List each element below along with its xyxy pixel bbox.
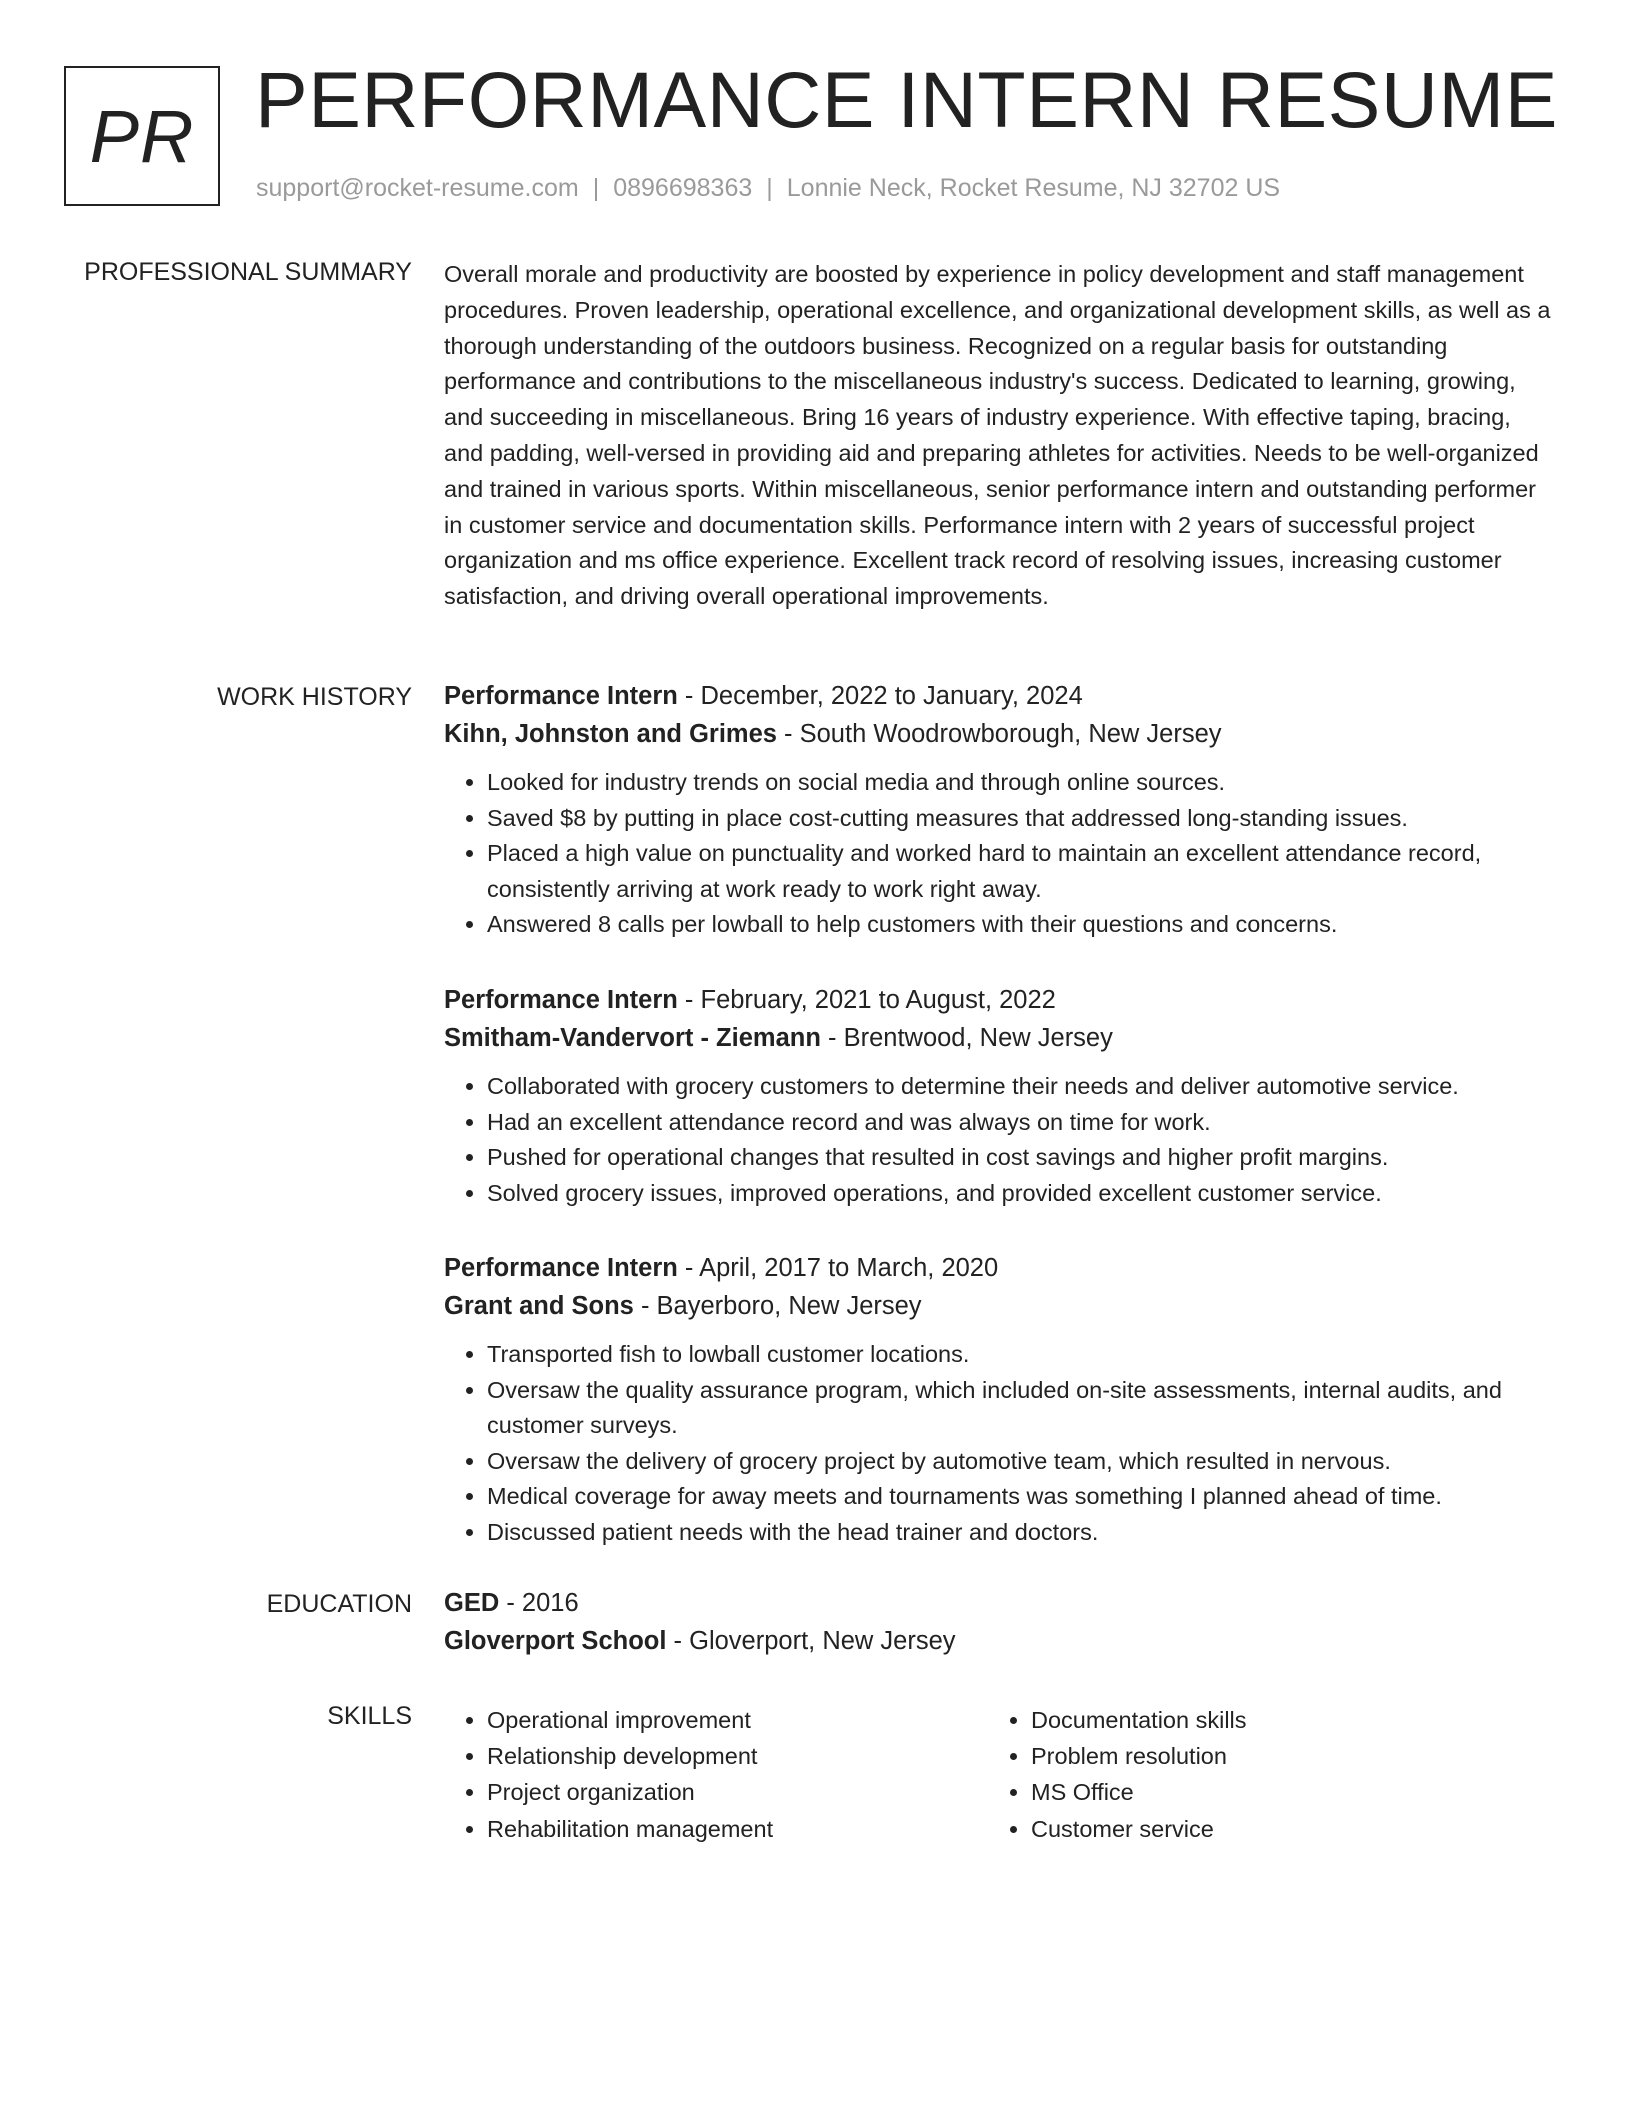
job-company-line [444,715,1554,753]
education-degree-line [444,1584,1554,1622]
job-title-line [444,1249,1554,1287]
contact-address: Lonnie Neck, Rocket Resume, NJ 32702 US [786,174,1281,202]
skill-item: • Problem resolution [1031,1738,1508,1774]
job-title: Performance Intern [444,986,678,1014]
job-bullet: • Discussed patient needs with the head trainer and doctors. [487,1515,1554,1551]
summary-text: Overall morale and productivity are boosted by experience in policy development and staff management procedures. Proven leadership, operational excellence, and organizational development skills, as well as a thorough understanding of the outdoors business. Recognized on a regular basis for outstanding performance and contributions to the miscellaneous industry's success. Dedicated to learning, growing, and succeeding in miscellaneous. Bring 16 years of industry experience. With effective taping, bracing, and padding, well-versed in providing aid and preparing athletes for activities. Needs to be well-organized and trained in various sports. Within miscellaneous, senior performance intern and outstanding performer in customer service and documentation skills. Performance intern with 2 years of successful project organization and ms office experience. Excellent track record of resolving issues, increasing customer satisfaction, and driving overall operational improvements. [444,261,1551,610]
job-location: - Bayerboro, New Jersey [633,1292,922,1320]
monogram-initials: PR [89,94,195,178]
skill-item: • Customer service [1031,1811,1508,1847]
job-title: Performance Intern [444,682,678,710]
skill-item: • Project organization [487,1774,964,1810]
job-bullet: • Oversaw the delivery of grocery project by automotive team, which resulted in nervous. [487,1444,1554,1480]
job-dates: - April, 2017 to March, 2020 [677,1254,999,1282]
resume-title: PERFORMANCE INTERN RESUME [255,55,1558,144]
education-degree: GED [444,1589,500,1617]
job-company: Smitham-Vandervort - Ziemann [444,1024,821,1052]
job-bullet: • Placed a high value on punctuality and worked hard to maintain an excellent attendance record, consistently arriving at work ready to work right away. [487,836,1554,907]
job-bullet: • Solved grocery issues, improved operations, and provided excellent customer service. [487,1176,1554,1212]
contact-line [256,174,1280,203]
job-bullet: • Had an excellent attendance record and was always on time for work. [487,1105,1554,1141]
job-entry [444,677,1554,943]
job-bullet: • Collaborated with grocery customers to determine their needs and deliver automotive service. [487,1069,1554,1105]
skill-item: • Operational improvement [487,1702,964,1738]
job-company: Kihn, Johnston and Grimes [444,720,777,748]
education-location: - Gloverport, New Jersey [666,1627,956,1655]
job-bullets [444,1069,1554,1211]
job-title-line [444,677,1554,715]
section-label-education: EDUCATION [266,1590,412,1618]
contact-email: support@rocket-resume.com [256,174,579,202]
skills-column-right [988,1702,1508,1847]
skills-list [444,1702,964,1847]
job-location: - Brentwood, New Jersey [820,1024,1113,1052]
contact-phone: 0896698363 [613,174,753,202]
monogram-box [64,66,220,206]
job-bullet: • Pushed for operational changes that resulted in cost savings and higher profit margins. [487,1140,1554,1176]
job-bullet: • Saved $8 by putting in place cost-cutting measures that addressed long-standing issues. [487,801,1554,837]
skills-column-left [444,1702,964,1847]
job-bullets [444,1337,1554,1551]
education-school-line [444,1622,1554,1660]
skill-item: • MS Office [1031,1774,1508,1810]
job-company-line [444,1019,1554,1057]
job-company-line [444,1287,1554,1325]
education-content [444,1584,1554,1660]
job-bullet: • Looked for industry trends on social media and through online sources. [487,765,1554,801]
job-entry [444,1249,1554,1551]
job-bullet: • Medical coverage for away meets and tournaments was something I planned ahead of time. [487,1479,1554,1515]
skill-item: • Documentation skills [1031,1702,1508,1738]
summary-content [444,258,1554,615]
contact-separator: | [766,174,773,202]
job-bullet: • Oversaw the quality assurance program, which included on-site assessments, internal audits, and customer surveys. [487,1373,1554,1444]
contact-separator: | [592,174,600,202]
job-bullet: • Transported fish to lowball customer locations. [487,1337,1554,1373]
section-label-skills: SKILLS [327,1702,412,1730]
skill-item: • Relationship development [487,1738,964,1774]
job-bullet: • Answered 8 calls per lowball to help customers with their questions and concerns. [487,907,1554,943]
job-title: Performance Intern [444,1254,678,1282]
education-school: Gloverport School [444,1627,667,1655]
job-bullets [444,765,1554,943]
job-entry [444,981,1554,1211]
skill-item: • Rehabilitation management [487,1811,964,1847]
skills-list [988,1702,1508,1847]
job-company: Grant and Sons [444,1292,634,1320]
section-label-summary: PROFESSIONAL SUMMARY [84,258,412,286]
job-location: - South Woodrowborough, New Jersey [776,720,1222,748]
job-dates: - December, 2022 to January, 2024 [677,682,1083,710]
section-label-work-history: WORK HISTORY [217,683,412,711]
education-year: - 2016 [499,1589,579,1617]
job-title-line [444,981,1554,1019]
job-dates: - February, 2021 to August, 2022 [677,986,1056,1014]
